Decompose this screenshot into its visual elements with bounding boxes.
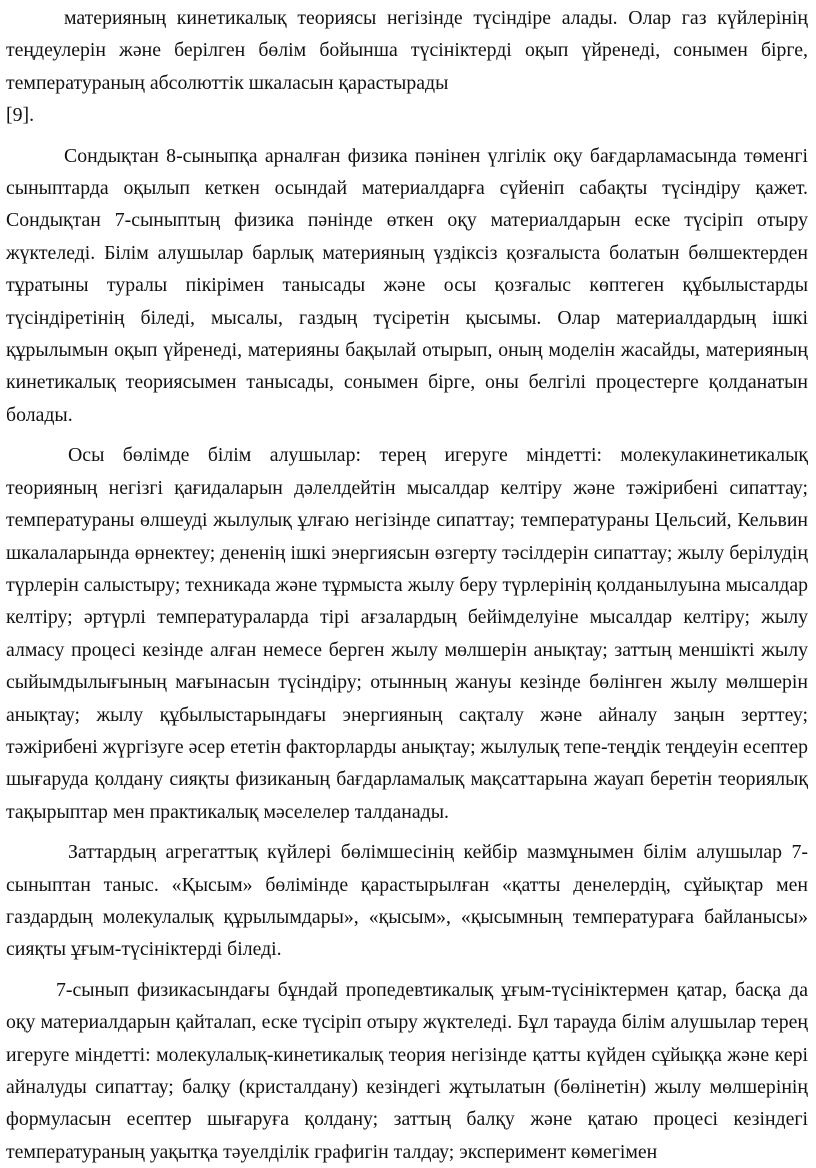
reference-citation: [9]. bbox=[6, 104, 35, 127]
paragraph-continuation: материяның кинетикалық теориясы негізінде түсіндіре алады. Олар газ күйлерінің теңдеулерін және берілген бөлім бойынша түсініктерді оқып үйренеді, сонымен бірге, температураның абсолюттік шкаласын қарастырады bbox=[6, 7, 808, 94]
paragraph-curriculum: Сондықтан 8-сыныпқа арналған физика пәнінен үлгілік оқу бағдарламасында төменгі сыныптарда оқылып кеткен осындай материалдарға сүйеніп сабақты түсіндіру қажет. Сондықтан 7-сыныптың физика пәнінде өткен оқу материалдарын еске түсіріп отыру жүктеледі. Білім алушылар барлық материяның үздіксіз қозғалыста болатын бөлшектерден тұратыны туралы пікірімен танысады және осы қозғалыс көптеген құбылыстарды түсіндіретінің біледі, мысалы, газдың түсіретін қысымы. Олар материалдардың ішкі құрылымын оқып үйренеді, материяны бақылай отырып, оның моделін жасайды, материяның кинетикалық теориясымен танысады, сонымен бірге, оны белгілі процестерге қолданатын болады. bbox=[6, 144, 808, 426]
paragraph-section-goals: Осы бөлімде білім алушылар: терең игеруге міндетті: молекулакинетикалық теорияның негізгі қағидаларын дәлелдейтін мысалдар келтіру және тәжірибені сипаттау; температураны өлшеуді жылулық ұлғаю негізінде сипаттау; температураны Цельсий, Кельвин шкалаларында өрнектеу; дененің ішкі энергиясын өзгерту тәсілдерін сипаттау; жылу берілудің түрлерін салыстыру; техникада және тұрмыста жылу беру түрлерінің қолданылуына мысалдар келтіру; әртүрлі температураларда тірі ағзалардың бейімделуіне мысалдар келтіру; жылу алмасу процесі кезінде алған немесе берген жылу мөлшерін анықтау; заттың меншікті жылу сыйымдылығының мағынасын түсіндіру; отынның жануы кезінде бөлінген жылу мөлшерін анықтау; жылу құбылыстарындағы энергияның сақталу және айналу заңын зерттеу; тәжірибені жүргізуге әсер ететін факторларды анықтау; жылулық тепе-теңдік теңдеуін есептер шығаруда қолдану сияқты физиканың бағдарламалық мақсаттарына жауап беретін теориялық тақырыптар мен практикалық мәселелер талданады. bbox=[6, 444, 808, 823]
paragraph-propaedeutic: 7-сынып физикасындағы бұндай пропедевтикалық ұғым-түсініктермен қатар, басқа да оқу материалдарын қайталап, еске түсіріп отыру жүктеледі. Бұл тарауда білім алушылар терең игеруге міндетті: молекулалық-кинетикалық теория негізінде қатты күйден сұйыққа және кері айналуды сипаттау; балқу (кристалдану) кезіндегі жұтылатын (бөлінетін) жылу мөлшерінің формуласын есептер шығаруға қолдану; заттың балқу және қатаю процесі кезіндегі температураның уақытқа тәуелділік графигін талдау; эксперимент көмегімен bbox=[6, 978, 808, 1163]
paragraph-aggregate-states: Заттардың агрегаттық күйлері бөлімшесінің кейбір мазмұнымен білім алушылар 7-сыныптан таныс. «Қысым» бөлімінде қарастырылған «қатты денелердің, сұйықтар мен газдардың молекулалық құрылымдары», «қысым», «қысымның температураға байланысы» сияқты ұғым-түсініктерді біледі. bbox=[6, 841, 808, 961]
